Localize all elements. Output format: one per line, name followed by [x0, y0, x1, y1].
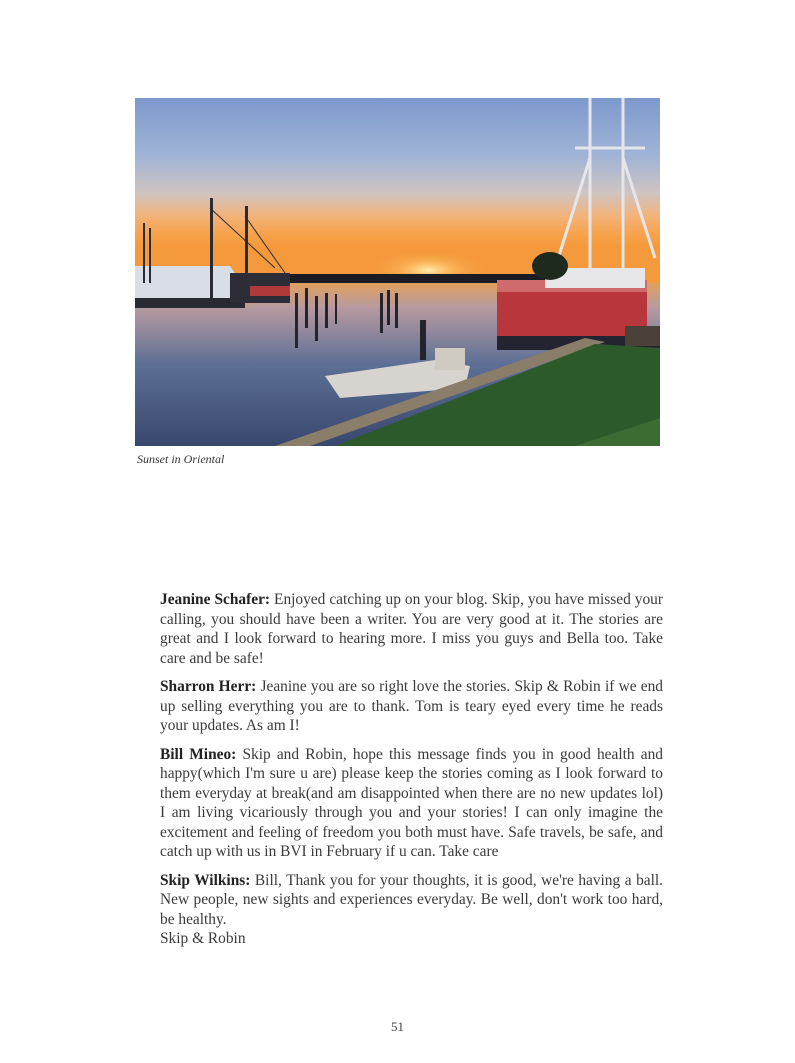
- comment-author: Jeanine Schafer:: [160, 591, 271, 608]
- comment-entry: [160, 677, 663, 736]
- comment-author: Skip Wilkins:: [160, 871, 251, 889]
- comment-text: Skip and Robin, hope this message finds you in good health and happy(which I'm sure u are) please keep the stories coming as I look forward to them everyday at break(and am disappointed when there are no new updates lol) I am living vicariously through you and your stories! I can only imagine the excitement and feeling of freedom you both must have. Safe travels, be safe, and catch up with us in BVI in February if u can. Take care: [160, 745, 663, 860]
- page-number: 51: [391, 1019, 404, 1034]
- photo-caption: Sunset in Oriental: [137, 452, 225, 466]
- comment-entry: [160, 745, 663, 862]
- comment-entry: [160, 871, 663, 930]
- comment-text: Enjoyed catching up on your blog. Skip, you have missed your calling, you should have been a writer. You are very good at it. The stories are great and I look forward to hearing more. I miss you guys and Bella too. Take care and be safe!: [160, 591, 663, 667]
- comment-author: Bill Mineo:: [160, 745, 237, 763]
- comment-entry: [160, 590, 663, 668]
- signoff: Skip & Robin: [160, 930, 246, 947]
- comment-author: Sharron Herr:: [160, 678, 257, 695]
- comment-list: [160, 590, 663, 949]
- sunset-harbor-photo: [135, 98, 660, 446]
- comment-text: Bill, Thank you for your thoughts, it is good, we're having a ball. New people, new sights and experiences everyday. Be well, don't work too hard, be healthy.: [160, 871, 663, 928]
- comment-text: Jeanine you are so right love the stories. Skip & Robin if we end up selling everything you are to thank. Tom is teary eyed every time he reads your updates. As am I!: [160, 678, 663, 734]
